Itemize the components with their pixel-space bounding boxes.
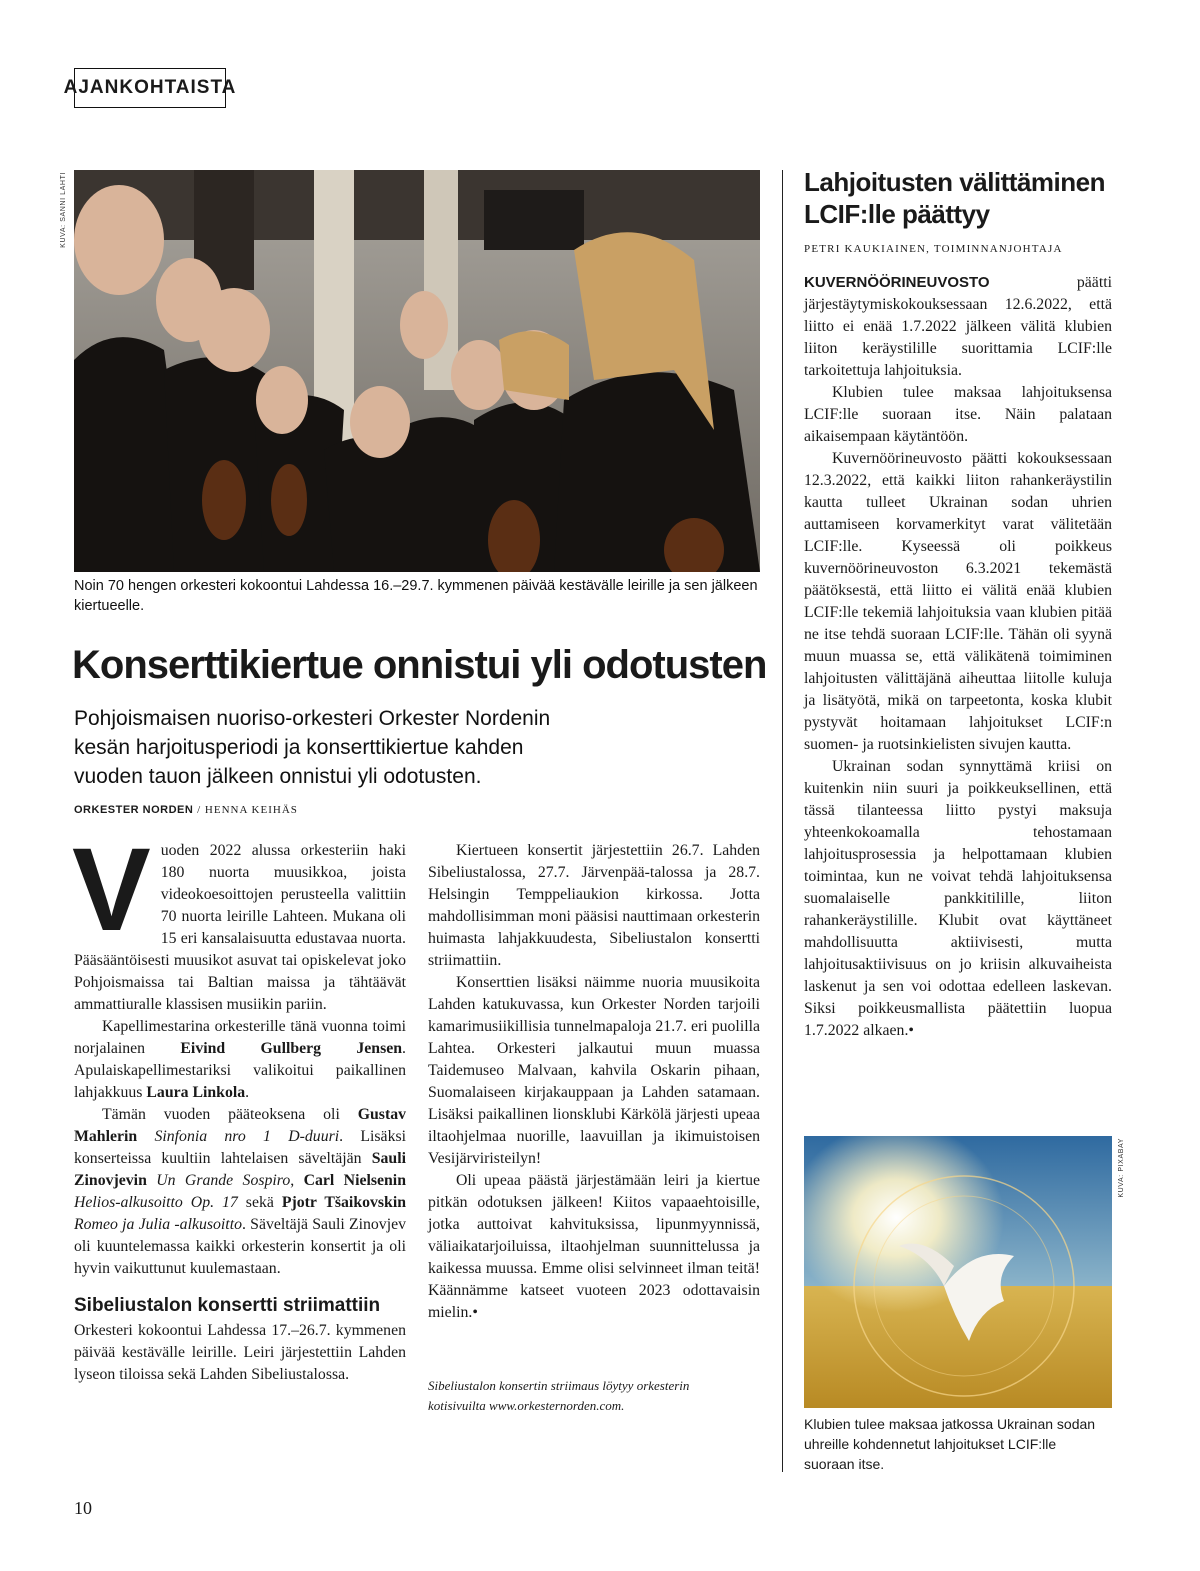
article-column-2: [428, 840, 760, 1324]
main-photo: [74, 170, 760, 572]
end-mark: •: [472, 1304, 478, 1321]
paragraph-1: Vuoden 2022 alussa orkesteriin haki 180 nuorta muusikkoa, joista videokoesoittojen perusteella valittiin 70 nuorta leirille Lahteen. Mukana oli 15 eri kansalaisuutta edustavaa nuorta. Pääsääntöisesti muusikot asuvat tai opiskelevat joko Pohjoismaissa tai Baltian maissa ja tähtäävät ammattiuralle klassisen musiikin pariin.: [72, 824, 406, 1013]
dropcap: V: [72, 824, 151, 956]
article-column-1: [72, 824, 407, 1386]
section-label: AJANKOHTAISTA: [74, 68, 226, 108]
photo-credit-side: KUVA: PIXABAY: [1118, 1138, 1125, 1198]
side-article-byline: PETRI KAUKIAINEN, TOIMINNANJOHTAJA: [804, 243, 1063, 255]
side-end-mark: •: [908, 1022, 914, 1039]
side-paragraph-1: KUVERNÖÖRINEUVOSTO päätti järjestäytymiskokouksessaan 12.6.2022, että liitto ei enää 1.7.2022 jälkeen välitä klubien liiton keräystilille suorittamia LCIF:lle tarkoitettuja lahjoituksia.: [804, 274, 1112, 379]
paragraph-2: Kapellimestarina orkesterille tänä vuonna toimi norjalainen Eivind Gullberg Jensen. Apulaiskapellimestariksi valikoitui paikallinen lahjakkuus Laura Linkola.: [74, 1018, 406, 1101]
side-paragraph-4: Ukrainan sodan synnyttämä kriisi on kuitenkin niin suuri ja poikkeuksellinen, että tässä tilanteessa liitto pystyi maksuja yhteenkokoamalla tehostamaan lahjoitusprosessia ja helpottamaan klubien toimintaa, kun ne voivat tehdä lahjoituksensa suomalaiselle pankkitilille, liiton rahankeräystilille. Klubit ovat käyttäneet mahdollisuutta aktiivisesti, mutta lahjoitusaktiivisuus on jo kriisin alkuvaiheista laskenut ja sen voi odottaa edelleen laskevan. Siksi poikkeusmallista päätettiin luopua 1.7.2022 alkaen.•: [804, 758, 1112, 1039]
side-paragraph-3: Kuvernöörineuvosto päätti kokouksessaan 12.3.2022, että kaikki liiton rahankeräystilin kautta tulleet Ukrainan sodan uhrien auttamiseen korvamerkityt varat välitetään LCIF:lle. Kyseessä oli poikkeus kuvernöörineuvoston 6.3.2021 tekemästä päätöksestä, että liitto ei välitä enää klubien LCIF:lle tekemiä lahjoituksia vaan klubien pitää ne itse tehdä suoraan LCIF:lle. Tähän oli syynä muun muassa se, että välikätenä toimiminen lahjoitusten välittäjänä aiheuttaa liitolle kuluja ja lisätyötä, mikä on tarpeetonta, koska klubit pystyvät hoitamaan lahjoitukset LCIF:n suomen- ja ruotsinkielisten sivujen kautta.: [804, 450, 1112, 753]
article-byline: [74, 804, 298, 816]
photo-credit-main: KUVA: SANNI LAHTI: [60, 172, 67, 248]
side-kicker: KUVERNÖÖRINEUVOSTO: [804, 274, 990, 291]
paragraph-6: Konserttien lisäksi näimme nuoria muusikoita Lahden katukuvassa, kun Orkester Norden tarjoili kamarimusiikillisia tunnelmapaloja 21.7. eri puolilla Lahtea. Orkesteri jalkautui muun muassa Taidemuseo Malvaan, kahvila Oskarin pihaan, Suomalaiseen kirjakauppaan ja Lahden satamaan. Lisäksi paikallinen lionsklubi Kärkölä järjesti upeaa iltaohjelmaa nuorille, laavuillan ja ikimuistoisen Vesijärviristeilyn!: [428, 974, 760, 1167]
byline-org: ORKESTER NORDEN: [74, 804, 194, 816]
article-lead: Pohjoismaisen nuoriso-orkesteri Orkester Nordenin kesän harjoitusperiodi ja konserttikiertue kahden vuoden tauon jälkeen onnistui yli odotusten.: [74, 707, 551, 788]
column-divider: [782, 170, 783, 1472]
paragraph-3: Tämän vuoden pääteoksena oli Gustav Mahlerin Sinfonia nro 1 D-duuri. Lisäksi konserteissa kuultiin lahtelaisen säveltäjän Sauli Zinovjevin Un Grande Sospiro, Carl Nielsenin Helios-alkusoitto Op. 17 sekä Pjotr Tšaikovskin Romeo ja Julia -alkusoitto. Säveltäjä Sauli Zinovjev oli kuuntelemassa kaikki orkesterin konsertit ja oli hyvin vaikuttunut kuulemastaan.: [74, 1106, 407, 1277]
stream-note: Sibeliustalon konsertin striimaus löytyy orkesterin kotisivuilta www.orkesternorden.com.: [428, 1378, 690, 1413]
article-headline: Konserttikiertue onnistui yli odotusten: [72, 643, 767, 687]
paragraph-4: Orkesteri kokoontui Lahdessa 17.–26.7. kymmenen päivää kestävälle leirille. Leiri järjestettiin Lahden lyseon tiloissa sekä Lahden Sibeliustalossa.: [74, 1322, 406, 1383]
byline-separator: /: [193, 804, 205, 816]
dove-image-caption: Klubien tulee maksaa jatkossa Ukrainan sodan uhreille kohdennetut lahjoitukset LCIF:lle suoraan itse.: [804, 1416, 1096, 1472]
paragraph-7: Oli upeaa päästä järjestämään leiri ja kiertue pitkän odotuksen jälkeen! Kiitos vapaaehtoisille, jotka auttoivat kahvituksissa, lipunmyynnissä, väliaikatarjoiluissa, iltaohjelman suunnittelussa ja kaikessa muussa. Emme olisi selvinneet ilman teitä! Käännämme katseet vuoteen 2023 odottavaisin mielin.•: [428, 1172, 760, 1321]
main-photo-caption: Noin 70 hengen orkesteri kokoontui Lahdessa 16.–29.7. kymmenen päivää kestävälle leirille ja sen jälkeen kiertueelle.: [74, 578, 758, 614]
dove-image: [804, 1136, 1112, 1408]
page-number: 10: [74, 1498, 92, 1518]
side-paragraph-2: Klubien tulee maksaa lahjoituksensa LCIF:lle suoraan itse. Näin palataan aikaisempaan käytäntöön.: [804, 384, 1112, 445]
paragraph-5: Kiertueen konsertit järjestettiin 26.7. Lahden Sibeliustalossa, 27.7. Järvenpää-talossa ja 28.7. Helsingin Temppeliaukion kirkossa. Jotta mahdollisimman moni pääsisi nauttimaan orkesterin huimasta lahjakkuudesta, Sibeliustalon konsertti striimattiin.: [428, 842, 760, 969]
byline-author: HENNA KEIHÄS: [204, 804, 298, 816]
side-article-body: [804, 272, 1112, 1042]
article-subhead: Sibeliustalon konsertti striimattiin: [74, 1295, 381, 1316]
side-article-title: Lahjoitusten välittäminen LCIF:lle päättyy: [804, 167, 1105, 229]
